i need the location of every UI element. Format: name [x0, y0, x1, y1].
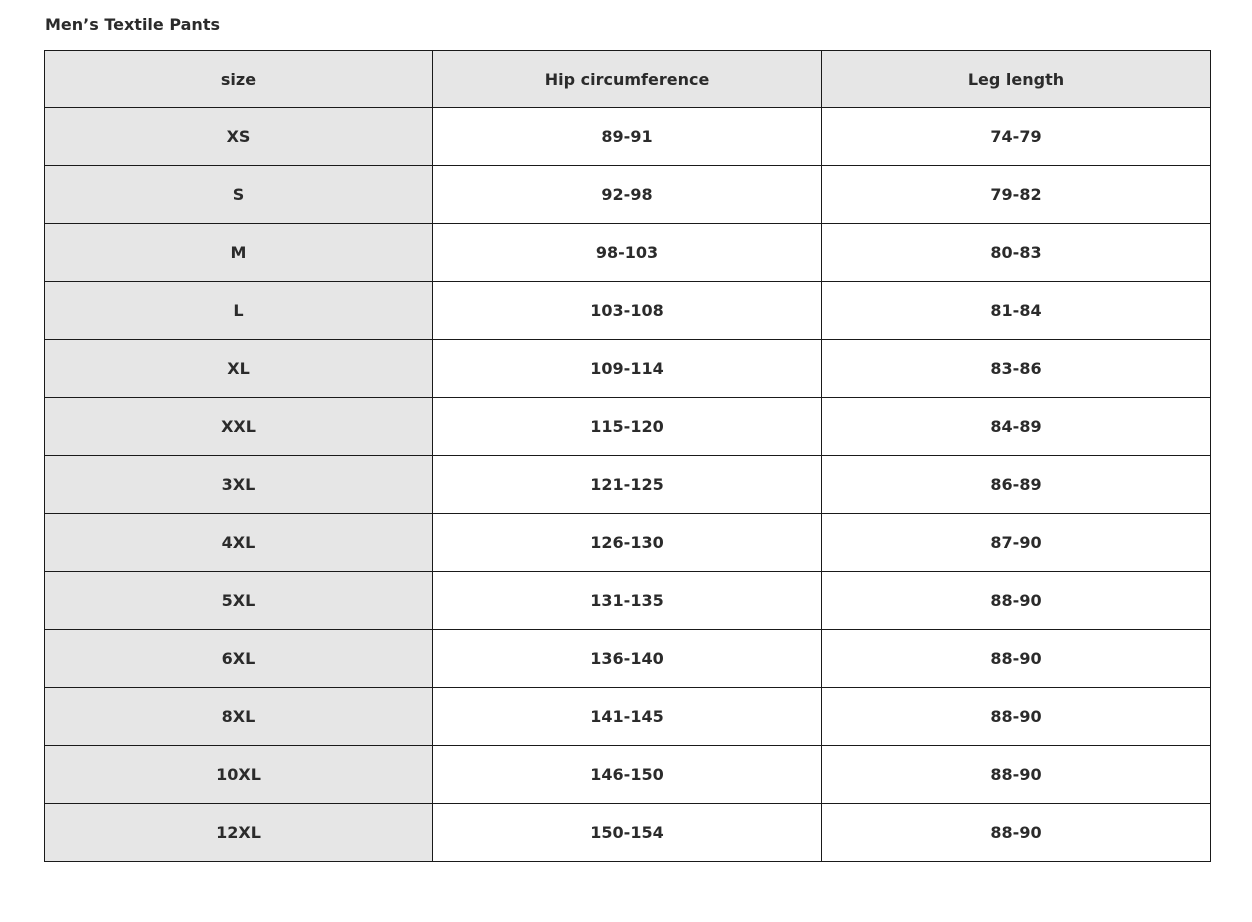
table-row	[45, 688, 1211, 746]
hip-cell: 136-140	[433, 630, 822, 688]
size-cell: S	[45, 166, 433, 224]
hip-cell: 121-125	[433, 456, 822, 514]
column-header-hip-circumference: Hip circumference	[433, 51, 822, 108]
table-body	[45, 108, 1211, 862]
hip-cell: 126-130	[433, 514, 822, 572]
size-cell: 12XL	[45, 804, 433, 862]
leg-cell: 87-90	[822, 514, 1211, 572]
hip-cell: 109-114	[433, 340, 822, 398]
hip-cell: 146-150	[433, 746, 822, 804]
table-row	[45, 456, 1211, 514]
table-header-row	[45, 51, 1211, 108]
page-title: Men’s Textile Pants	[45, 15, 220, 34]
table-row	[45, 572, 1211, 630]
size-cell: 10XL	[45, 746, 433, 804]
hip-cell: 89-91	[433, 108, 822, 166]
leg-cell: 86-89	[822, 456, 1211, 514]
size-cell: M	[45, 224, 433, 282]
leg-cell: 79-82	[822, 166, 1211, 224]
hip-cell: 131-135	[433, 572, 822, 630]
leg-cell: 74-79	[822, 108, 1211, 166]
column-header-leg-length: Leg length	[822, 51, 1211, 108]
table-row	[45, 108, 1211, 166]
leg-cell: 83-86	[822, 340, 1211, 398]
size-cell: XXL	[45, 398, 433, 456]
size-cell: 5XL	[45, 572, 433, 630]
size-cell: L	[45, 282, 433, 340]
size-cell: 8XL	[45, 688, 433, 746]
leg-cell: 80-83	[822, 224, 1211, 282]
hip-cell: 150-154	[433, 804, 822, 862]
table-row	[45, 746, 1211, 804]
leg-cell: 88-90	[822, 746, 1211, 804]
table-row	[45, 514, 1211, 572]
size-cell: XL	[45, 340, 433, 398]
hip-cell: 103-108	[433, 282, 822, 340]
size-cell: 3XL	[45, 456, 433, 514]
table-row	[45, 166, 1211, 224]
table-row	[45, 398, 1211, 456]
table-row	[45, 340, 1211, 398]
leg-cell: 84-89	[822, 398, 1211, 456]
size-cell: 6XL	[45, 630, 433, 688]
hip-cell: 98-103	[433, 224, 822, 282]
size-cell: 4XL	[45, 514, 433, 572]
column-header-size: size	[45, 51, 433, 108]
table-row	[45, 630, 1211, 688]
leg-cell: 88-90	[822, 630, 1211, 688]
leg-cell: 88-90	[822, 804, 1211, 862]
table-row	[45, 804, 1211, 862]
leg-cell: 81-84	[822, 282, 1211, 340]
leg-cell: 88-90	[822, 688, 1211, 746]
hip-cell: 141-145	[433, 688, 822, 746]
leg-cell: 88-90	[822, 572, 1211, 630]
size-cell: XS	[45, 108, 433, 166]
hip-cell: 92-98	[433, 166, 822, 224]
size-chart-table	[44, 50, 1211, 862]
table-row	[45, 224, 1211, 282]
hip-cell: 115-120	[433, 398, 822, 456]
table-row	[45, 282, 1211, 340]
